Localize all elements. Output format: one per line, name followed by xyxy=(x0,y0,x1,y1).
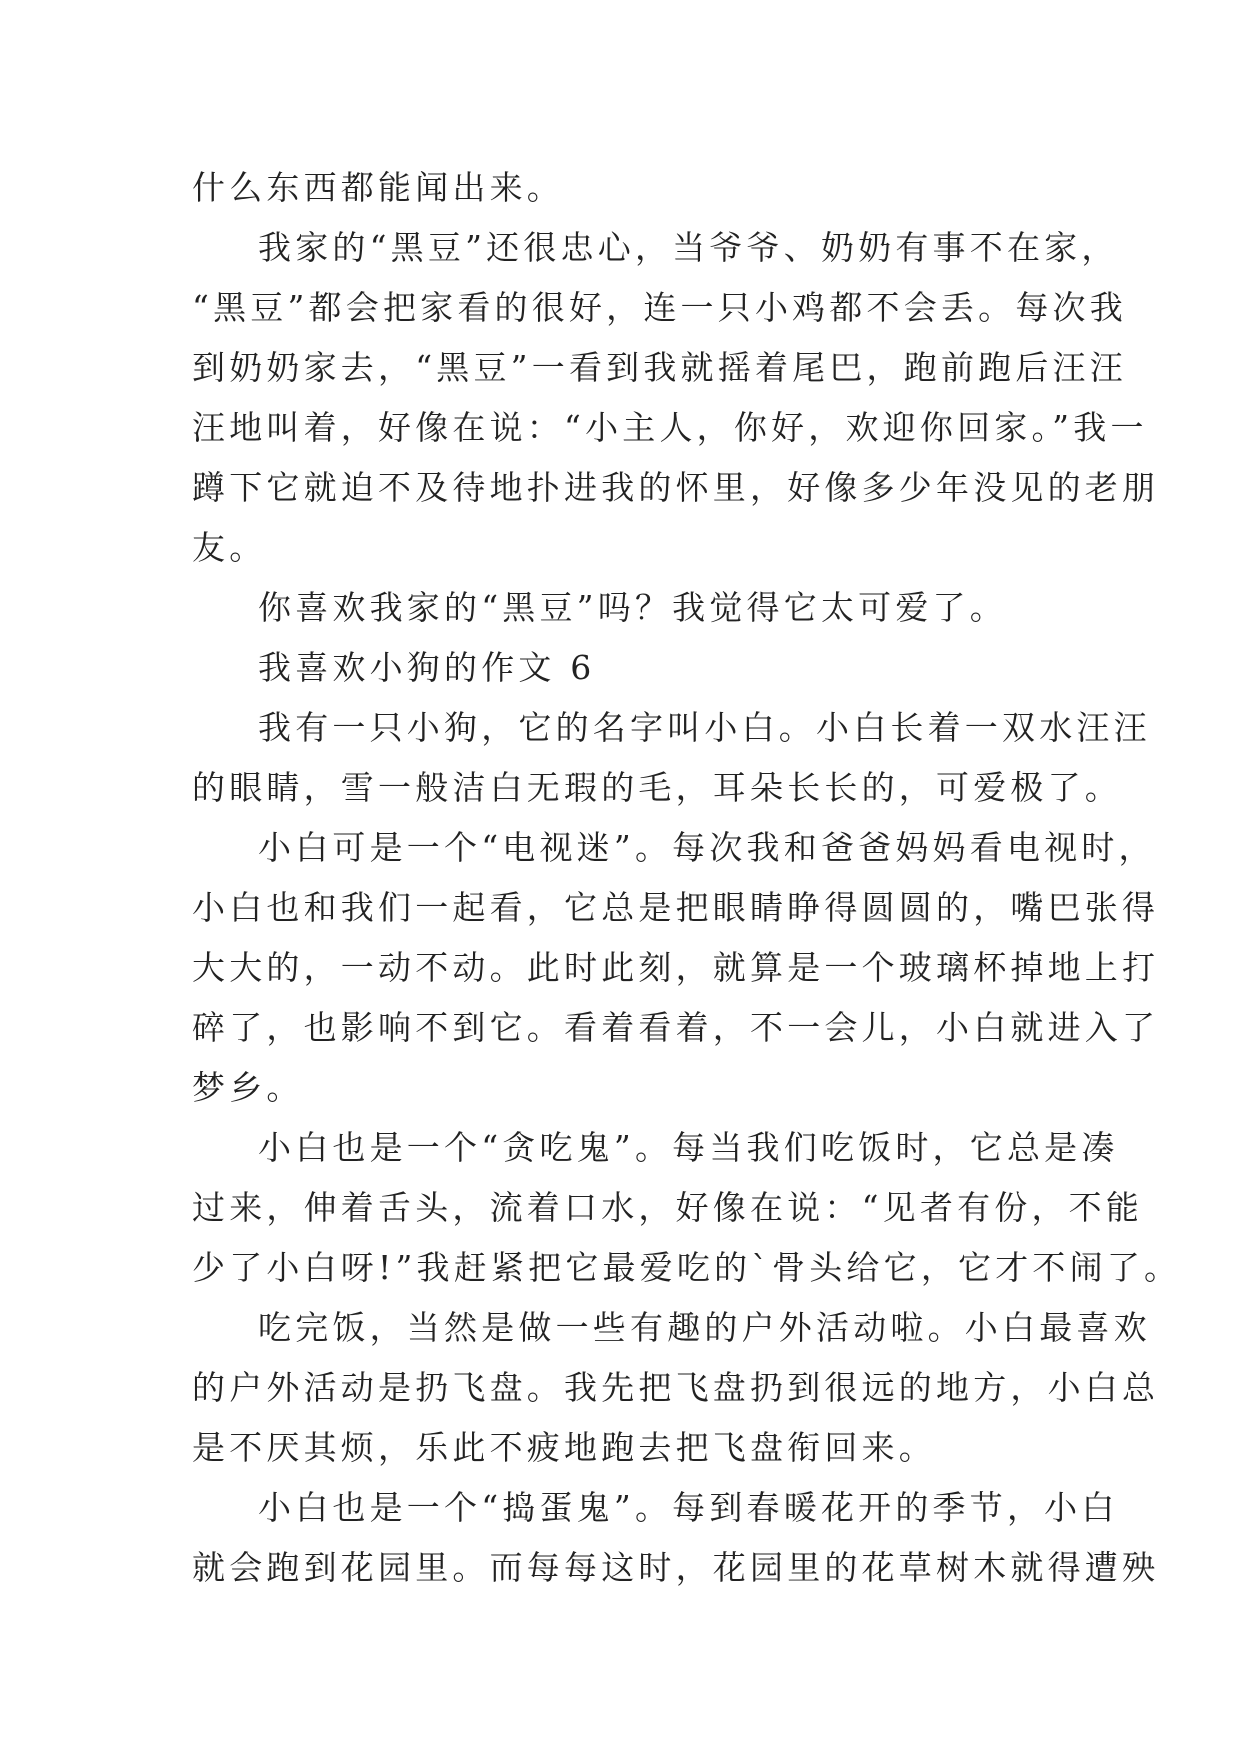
text-line: 小白也是一个“贪吃鬼”。每当我们吃饭时，它总是凑 xyxy=(258,1128,1119,1167)
text-line: 小白可是一个“电视迷”。每次我和爸爸妈妈看电视时， xyxy=(258,828,1156,867)
text-line: 我有一只小狗，它的名字叫小白。小白长着一双水汪汪 xyxy=(258,708,1151,747)
text-line: 大大的，一动不动。此时此刻，就算是一个玻璃杯掉地上打 xyxy=(192,948,1160,987)
text-line: 梦乡。 xyxy=(192,1068,304,1107)
text-line: 到奶奶家去，“黑豆”一看到我就摇着尾巴，跑前跑后汪汪 xyxy=(192,348,1127,387)
text-line: 友。 xyxy=(192,528,267,567)
text-line: 过来，伸着舌头，流着口水，好像在说：“见者有份，不能 xyxy=(192,1188,1144,1227)
text-line: 的户外活动是扔飞盘。我先把飞盘扔到很远的地方，小白总 xyxy=(192,1368,1160,1407)
text-line: 我喜欢小狗的作文 6 xyxy=(258,648,596,687)
text-line: 蹲下它就迫不及待地扑进我的怀里，好像多少年没见的老朋 xyxy=(192,468,1160,507)
text-line: 就会跑到花园里。而每每这时，花园里的花草树木就得遭殃 xyxy=(192,1548,1160,1587)
text-line: 什么东西都能闻出来。 xyxy=(192,168,564,207)
text-line: 吃完饭，当然是做一些有趣的户外活动啦。小白最喜欢 xyxy=(258,1308,1151,1347)
text-line: 你喜欢我家的“黑豆”吗？我觉得它太可爱了。 xyxy=(258,588,1007,627)
text-line: “黑豆”都会把家看的很好，连一只小鸡都不会丢。每次我 xyxy=(192,288,1127,327)
text-line: 汪地叫着，好像在说：“小主人，你好，欢迎你回家。”我一 xyxy=(192,408,1148,447)
text-line: 的眼睛，雪一般洁白无瑕的毛，耳朵长长的，可爱极了。 xyxy=(192,768,1122,807)
text-line: 小白也是一个“捣蛋鬼”。每到春暖花开的季节，小白 xyxy=(258,1488,1119,1527)
document-body xyxy=(192,158,1182,1598)
text-line: 是不厌其烦，乐此不疲地跑去把飞盘衔回来。 xyxy=(192,1428,936,1467)
text-line: 我家的“黑豆”还很忠心，当爷爷、奶奶有事不在家， xyxy=(258,228,1119,267)
text-line: 小白也和我们一起看，它总是把眼睛睁得圆圆的，嘴巴张得 xyxy=(192,888,1160,927)
text-line: 少了小白呀!”我赶紧把它最爱吃的`骨头给它，它才不闹了。 xyxy=(192,1248,1182,1287)
text-line: 碎了，也影响不到它。看着看着，不一会儿，小白就进入了 xyxy=(192,1008,1160,1047)
